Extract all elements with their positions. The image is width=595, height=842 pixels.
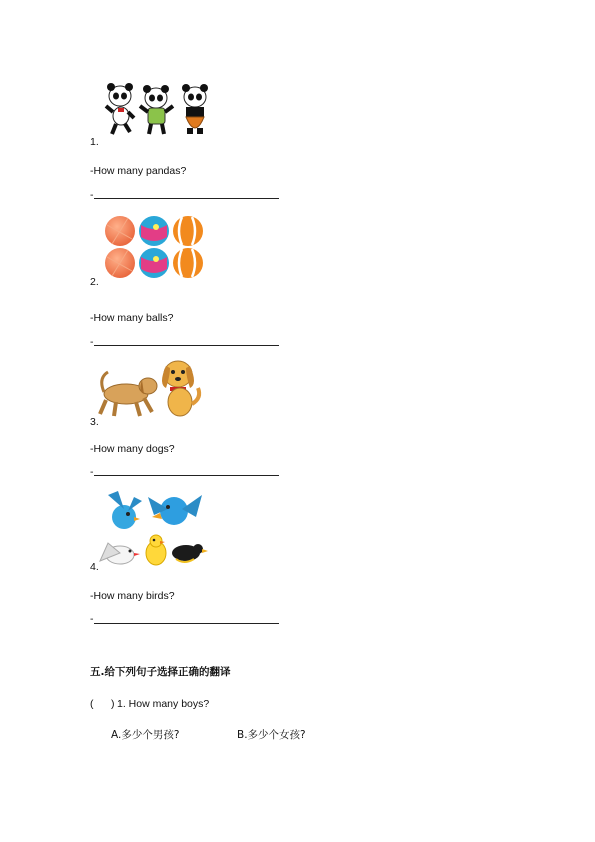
panda-icon: [140, 85, 173, 134]
question-text: -How many birds?: [90, 590, 175, 602]
option-a[interactable]: A.多少个男孩?: [111, 729, 180, 741]
balls-picture: [104, 215, 204, 280]
birds-picture: [98, 487, 208, 569]
yellow-bird-icon: [146, 535, 166, 565]
answer-line[interactable]: [94, 475, 279, 476]
question-number: 4.: [90, 561, 99, 573]
item-question-text: 1. How many boys?: [117, 698, 210, 710]
dog-icon: [162, 361, 199, 416]
panda-icon: [182, 84, 208, 134]
answer-bracket-blank[interactable]: [95, 697, 109, 709]
answer-line[interactable]: [94, 623, 279, 624]
dog-icon: [100, 372, 157, 416]
white-bird-icon: [100, 543, 140, 564]
blue-bird-icon: [108, 491, 142, 529]
option-b[interactable]: B.多少个女孩?: [237, 729, 306, 741]
dogs-picture: [98, 358, 204, 420]
black-bird-icon: [172, 544, 208, 562]
striped-ball-icon: [173, 248, 203, 278]
section-title: 五.给下列句子选择正确的翻译: [90, 666, 231, 678]
question-number: 3.: [90, 416, 99, 428]
answer-line[interactable]: [94, 345, 279, 346]
answer-prefix: -: [90, 613, 94, 625]
beach-ball-icon: [139, 216, 169, 246]
question-text: -How many dogs?: [90, 443, 175, 455]
answer-prefix: -: [90, 466, 94, 478]
beach-ball-icon: [139, 248, 169, 278]
question-text: -How many balls?: [90, 312, 174, 324]
answer-prefix: -: [90, 336, 94, 348]
ball-icon: [105, 248, 135, 278]
blue-bird-icon: [148, 495, 202, 525]
ball-icon: [105, 216, 135, 246]
panda-icon: [106, 83, 134, 134]
answer-line[interactable]: [94, 198, 279, 199]
bracket-open: (: [90, 698, 94, 710]
panda-group-picture: [104, 82, 212, 137]
question-number: 1.: [90, 136, 99, 148]
bracket-close: ): [111, 698, 115, 710]
question-number: 2.: [90, 276, 99, 288]
question-text: -How many pandas?: [90, 165, 187, 177]
striped-ball-icon: [173, 216, 203, 246]
answer-prefix: -: [90, 189, 94, 201]
